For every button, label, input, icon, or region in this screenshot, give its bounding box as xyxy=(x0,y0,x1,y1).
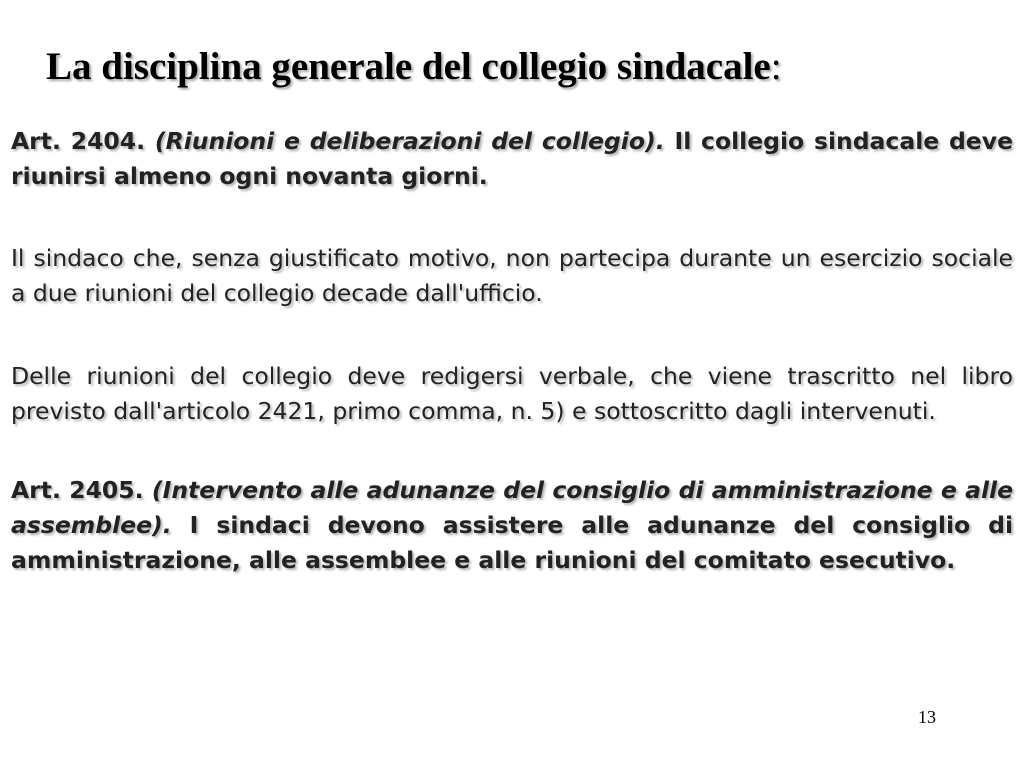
paragraph-art-2404 xyxy=(11,124,1013,194)
slide-body xyxy=(11,124,1013,578)
article-text: Il collegio sindacale deve riunirsi almeno ogni novanta giorni. xyxy=(11,127,1014,190)
page-number: 13 xyxy=(918,707,936,727)
paragraph-absence-rule: Il sindaco che, senza giustificato motivo, non partecipa durante un esercizio sociale a due riunioni del collegio decade dall'ufficio. xyxy=(11,244,1013,307)
article-separator: . xyxy=(136,127,155,155)
article-separator: . xyxy=(134,476,152,504)
article-rubric: (Intervento alle adunanze del consiglio di amministrazione e alle assemblee). xyxy=(11,476,1014,539)
paragraph-minutes-rule: Delle riunioni del collegio deve redigersi verbale, che viene trascritto nel libro previsto dall'articolo 2421, primo comma, n. 5) e sottoscritto dagli intervenuti. xyxy=(11,362,1013,425)
slide-title-text: La disciplina generale del collegio sindacale xyxy=(46,45,771,88)
slide-title xyxy=(46,44,782,89)
slide-title-colon: : xyxy=(770,45,782,88)
article-reference: Art. 2404 xyxy=(11,127,137,155)
paragraph-art-2405 xyxy=(11,473,1013,578)
article-rubric: (Riunioni e deliberazioni del collegio). xyxy=(154,127,665,155)
article-text: I sindaci devono assistere alle adunanze del consiglio di amministrazione, alle assemblee e alle riunioni del comitato esecutivo. xyxy=(11,511,1013,574)
article-reference: Art. 2405 xyxy=(11,476,135,504)
